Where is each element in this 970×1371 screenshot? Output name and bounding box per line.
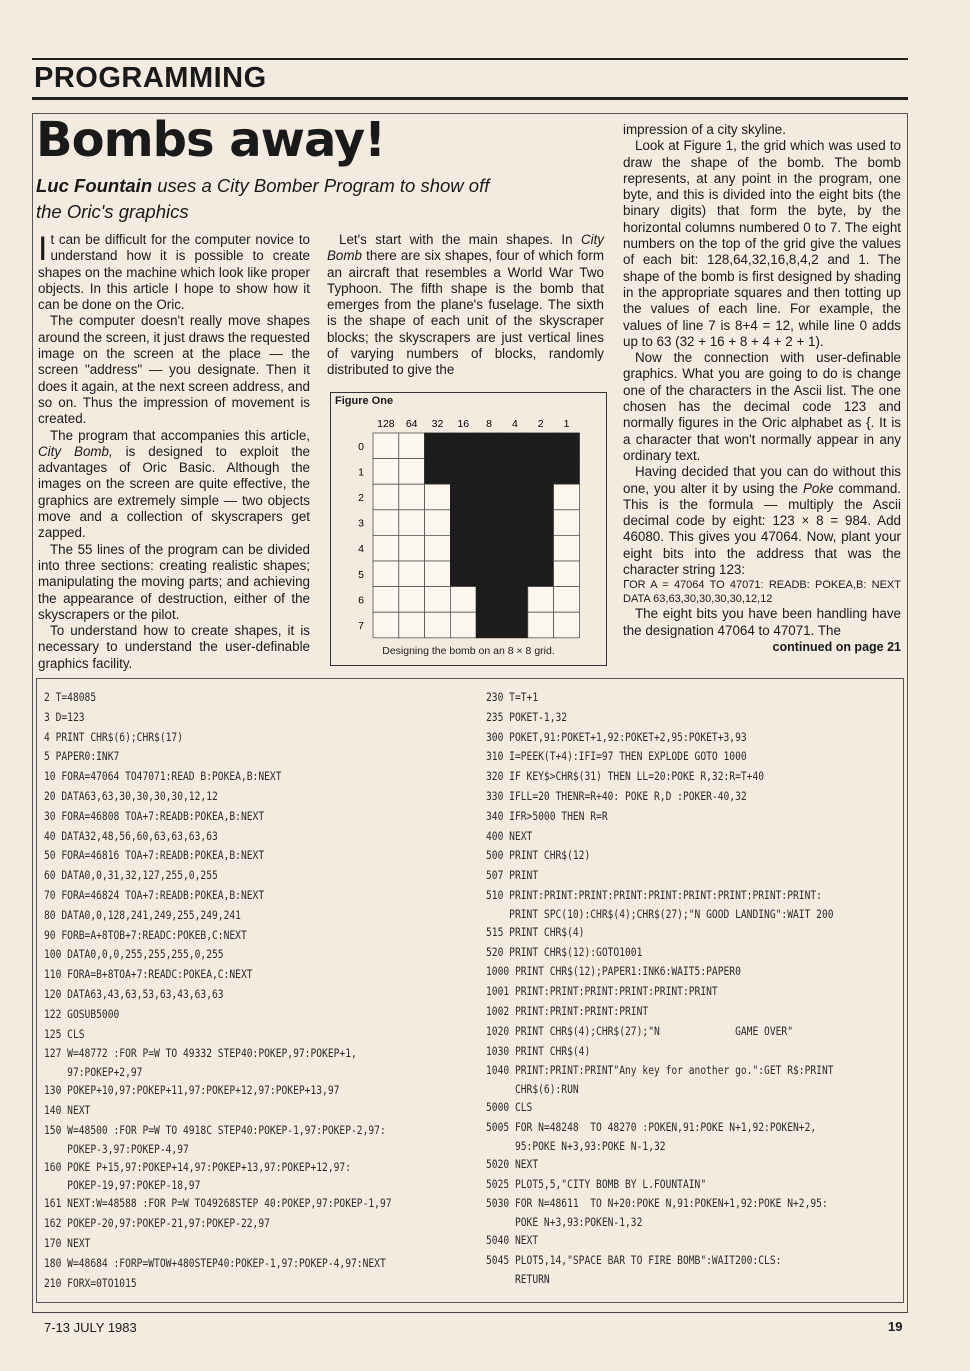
listing-text: 1020 PRINT CHR$(4);CHR$(27);"N GAME OVER" <box>486 1024 794 1038</box>
listing-text: 4 PRINT CHR$(6);CHR$(17) <box>44 730 184 744</box>
bomb-grid <box>331 393 606 665</box>
listing-text: 5025 PLOT5,5,"CITY BOMB BY L.FOUNTAIN" <box>486 1177 707 1191</box>
author-name: Luc Fountain <box>36 175 153 196</box>
paragraph: To understand how to create shapes, it is necessary to understand the user-definable graphics facility. <box>38 623 310 671</box>
listing-line <box>486 1175 834 1195</box>
grid-cell-empty <box>554 612 580 638</box>
grid-cell-filled <box>502 484 528 510</box>
grid-cell-filled <box>554 433 580 459</box>
listing-line <box>44 767 392 787</box>
listing-text: 30 FORA=46808 TOA+7:READB:POKEA,B:NEXT <box>44 809 265 823</box>
section-title: PROGRAMMING <box>34 62 267 94</box>
listing-text: 230 T=T+1 <box>486 691 539 704</box>
column-1 <box>38 232 310 672</box>
listing-text: 160 POKE P+15,97:POKEP+14,97:POKEP+13,97:POKEP+12,97: <box>44 1160 352 1174</box>
listing-text: 300 POKET,91:POKET+1,92:POKET+2,95:POKET+3,93 <box>486 730 747 744</box>
listing-line <box>44 688 392 708</box>
listing-text: 5040 NEXT <box>486 1234 539 1248</box>
listing-text: 235 POKET-1,32 <box>486 710 568 724</box>
grid-cell-filled <box>450 535 476 561</box>
grid-cell-empty <box>399 510 425 536</box>
listing-line <box>44 1234 392 1254</box>
grid-cell-empty <box>373 535 399 561</box>
listing-text: 20 DATA63,63,30,30,30,30,12,12 <box>44 789 218 803</box>
grid-cell-filled <box>425 459 451 485</box>
listing-line <box>486 807 834 827</box>
listing-text: 100 DATA0,0,0,255,255,255,0,255 <box>44 948 224 962</box>
listing-line <box>44 965 392 985</box>
bit-value-label: 2 <box>537 418 544 430</box>
listing-right-column <box>486 688 834 1288</box>
listing-text: 161 NEXT:W=48588 :FOR P=W TO49268STEP 40:POKEP,97:POKEP-1,97 <box>44 1197 392 1211</box>
bit-value-label: 32 <box>431 418 444 430</box>
listing-line <box>486 886 834 923</box>
listing-line <box>44 1005 392 1025</box>
listing-line <box>44 1254 392 1274</box>
listing-text: 5000 CLS <box>486 1101 533 1115</box>
grid-cell-empty <box>373 459 399 485</box>
grid-cell-empty <box>373 561 399 587</box>
grid-cell-empty <box>425 612 451 638</box>
listing-text: 90 FORB=A+8TOB+7:READC:POKEB,C:NEXT <box>44 928 247 942</box>
grid-cell-empty <box>373 484 399 510</box>
grid-cell-filled <box>528 433 554 459</box>
listing-text: 400 NEXT <box>486 829 533 843</box>
grid-cell-empty <box>399 459 425 485</box>
grid-cell-empty <box>554 484 580 510</box>
grid-cell-filled <box>528 484 554 510</box>
grid-cell-empty <box>425 510 451 536</box>
listing-text: 10 FORA=47064 TO47071:READ B:POKEA,B:NEXT <box>44 770 282 784</box>
listing-text: 310 I=PEEK(T+4):IFI=97 THEN EXPLODE GOTO 1000 <box>486 750 747 764</box>
listing-line <box>44 827 392 847</box>
paragraph-text: The program that accompanies this article, <box>50 427 310 443</box>
grid-cell-filled <box>476 561 502 587</box>
listing-line <box>44 846 392 866</box>
listing-line <box>486 846 834 866</box>
listing-line <box>486 1061 834 1098</box>
bit-value-label: 4 <box>511 418 518 430</box>
grid-cell-filled <box>502 433 528 459</box>
listing-line <box>486 708 834 728</box>
listing-line <box>44 886 392 906</box>
grid-cell-empty <box>373 510 399 536</box>
listing-line <box>44 1044 392 1081</box>
grid-cell-empty <box>554 510 580 536</box>
listing-line <box>44 807 392 827</box>
listing-text: 130 POKEP+10,97:POKEP+11,97:POKEP+12,97:POKEP+13,97 <box>44 1084 340 1098</box>
listing-line <box>486 1098 834 1118</box>
row-label: 5 <box>358 568 364 581</box>
listing-text: 5 PAPER0:INK7 <box>44 750 120 764</box>
grid-cell-filled <box>450 433 476 459</box>
listing-line <box>486 943 834 963</box>
grid-cell-empty <box>425 535 451 561</box>
grid-cell-empty <box>399 612 425 638</box>
paragraph <box>327 232 604 379</box>
grid-cell-filled <box>528 510 554 536</box>
listing-text: 515 PRINT CHR$(4) <box>486 925 585 939</box>
grid-cell-filled <box>502 612 528 638</box>
listing-text: 40 DATA32,48,56,60,63,63,63,63 <box>44 829 218 843</box>
row-label: 6 <box>358 594 364 607</box>
listing-text: 500 PRINT CHR$(12) <box>486 849 591 863</box>
listing-line <box>44 708 392 728</box>
bottom-rule <box>32 1312 908 1313</box>
paragraph-text: there are six shapes, four of which form an aircraft that resembles a World War Two Typhoon. The fifth shape is the bomb that emerges from the plane's fuselage. The sixth is the shape of each unit of the skyscraper blocks; the skyscrapers are just vertical lines of varying numbers of blocks, randomly distributed to give the <box>327 248 604 378</box>
row-label: 2 <box>358 492 364 504</box>
listing-text: 162 POKEP-20,97:POKEP-21,97:POKEP-22,97 <box>44 1217 270 1231</box>
listing-continuation: CHR$(6):RUN <box>486 1083 579 1097</box>
listing-text: 520 PRINT CHR$(12):GOTO1001 <box>486 945 643 959</box>
grid-cell-filled <box>528 535 554 561</box>
grid-cell-empty <box>554 587 580 613</box>
code-snippet: ᒥOR A = 47064 TO 47071: READB: POKEA,B: NEXT DATA 63,63,30,30,30,30,12,12 <box>623 579 901 606</box>
listing-text: 170 NEXT <box>44 1236 91 1250</box>
row-label: 4 <box>358 543 364 556</box>
listing-line <box>44 1081 392 1101</box>
figure-caption: Designing the bomb on an 8 × 8 grid. <box>382 645 555 657</box>
paragraph-text: is designed to exploit the advantages of Oric Basic. Although the images on the screen are quite effective, the graphics are extremely simple — two objects move and a collection of skyscrapers get zapped. <box>38 443 310 541</box>
listing-text: 5005 FOR N=48248 TO 48270 :POKEN,91:POKE N+1,92:POKEN+2, <box>486 1120 817 1134</box>
listing-line <box>486 747 834 767</box>
figure-title: Figure One <box>335 395 394 407</box>
paragraph <box>623 464 901 578</box>
grid-cell-empty <box>399 484 425 510</box>
grid-cell-empty <box>554 535 580 561</box>
listing-line <box>44 1101 392 1121</box>
listing-text: 80 DATA0,0,128,241,249,255,249,241 <box>44 908 241 922</box>
listing-line <box>44 1274 392 1294</box>
paragraph: The computer doesn't really move shapes around the screen, it just draws the requested image on the screen at the place — the screen "address" — you designate. Then it does it again, at the next screen address, and so on. Thus the impression of movement is created. <box>38 313 310 427</box>
grid-cell-filled <box>502 535 528 561</box>
listing-line <box>486 1002 834 1022</box>
listing-continuation: 97:POKEP+2,97 <box>44 1066 143 1080</box>
grid-cell-filled <box>450 510 476 536</box>
listing-line <box>486 827 834 847</box>
grid-cell-empty <box>425 587 451 613</box>
grid-cell-filled <box>502 510 528 536</box>
row-label: 7 <box>358 620 364 632</box>
page-number: 19 <box>888 1319 903 1334</box>
listing-line <box>486 1194 834 1231</box>
listing-line <box>486 1231 834 1251</box>
program-name: City Bomb <box>327 232 604 264</box>
paragraph-text: t can be difficult for the computer novice to understand how it is possible to create shapes on the machine which look like proper objects. In this article I hope to show how it can be done on the Oric. <box>38 232 310 313</box>
listing-continuation: POKEP-19,97:POKEP-18,97 <box>44 1179 201 1193</box>
grid-cell-empty <box>554 561 580 587</box>
listing-continuation: 95:POKE N+3,93:POKE N-1,32 <box>486 1139 666 1153</box>
headline: Bombs away! <box>36 112 386 168</box>
grid-cell-filled <box>476 459 502 485</box>
listing-text: 3 D=123 <box>44 710 85 724</box>
figure-one <box>330 392 607 666</box>
bit-value-label: 1 <box>563 418 570 430</box>
grid-cell-empty <box>373 612 399 638</box>
listing-text: 70 FORA=46824 TOA+7:READB:POKEA,B:NEXT <box>44 888 265 902</box>
listing-line <box>44 906 392 926</box>
program-name: City Bomb, <box>38 443 113 459</box>
listing-line <box>486 688 834 708</box>
grid-cell-empty <box>425 561 451 587</box>
grid-cell-filled <box>450 459 476 485</box>
listing-text: 1002 PRINT:PRINT:PRINT:PRINT <box>486 1004 649 1018</box>
bit-value-label: 64 <box>405 418 418 430</box>
standfirst-text: uses a City Bomber Program to show off the Oric's graphics <box>36 175 490 222</box>
listing-line <box>44 985 392 1005</box>
listing-text: 60 DATA0,0,31,32,127,255,0,255 <box>44 869 218 883</box>
grid-cell-filled <box>476 612 502 638</box>
listing-line <box>486 767 834 787</box>
paragraph: The 55 lines of the program can be divided into three sections: creating realistic shapes; manipulating the moving parts; and achieving the appearance of destruction, either of the skyscrapers or the pilot. <box>38 541 310 622</box>
listing-line <box>486 1022 834 1042</box>
grid-cell-filled <box>425 433 451 459</box>
listing-line <box>44 926 392 946</box>
listing-line <box>44 945 392 965</box>
listing-continuation: POKE N+3,93:POKEN-1,32 <box>486 1216 643 1230</box>
command-name: Poke <box>802 480 834 496</box>
grid-cell-filled <box>502 561 528 587</box>
listing-line <box>486 1251 834 1288</box>
listing-text: 320 IF KEY$>CHR$(31) THEN LL=20:POKE R,32:R=T+40 <box>486 770 765 784</box>
drop-cap: I <box>38 230 48 268</box>
listing-text: 120 DATA63,43,63,53,63,43,63,63 <box>44 987 224 1001</box>
grid-cell-empty <box>528 612 554 638</box>
listing-text: 125 CLS <box>44 1027 85 1041</box>
listing-text: 330 IFLL=20 THENR=R+40: POKE R,D :POKER-40,32 <box>486 789 747 803</box>
listing-text: 50 FORA=46816 TOA+7:READB:POKEA,B:NEXT <box>44 849 265 863</box>
row-label: 0 <box>358 440 364 453</box>
grid-cell-filled <box>502 459 528 485</box>
listing-line <box>486 728 834 748</box>
listing-text: 127 W=48772 :FOR P=W TO 49332 STEP40:POKEP,97:POKEP+1, <box>44 1047 357 1061</box>
grid-cell-filled <box>476 433 502 459</box>
grid-cell-empty <box>373 433 399 459</box>
grid-cell-filled <box>450 484 476 510</box>
grid-cell-empty <box>528 587 554 613</box>
listing-line <box>486 1155 834 1175</box>
listing-line <box>44 1121 392 1158</box>
listing-line <box>44 787 392 807</box>
listing-line <box>44 1025 392 1045</box>
listing-line <box>44 1194 392 1214</box>
grid-cell-empty <box>450 587 476 613</box>
listing-line <box>486 1042 834 1062</box>
grid-cell-empty <box>399 561 425 587</box>
listing-text: 510 PRINT:PRINT:PRINT:PRINT:PRINT:PRINT:PRINT:PRINT:PRINT: <box>486 888 822 902</box>
paragraph <box>38 232 310 313</box>
listing-text: 180 W=48684 :FORP=WTOW+480STEP40:POKEP-1,97:POKEP-4,97:NEXT <box>44 1256 386 1270</box>
grid-cell-empty <box>373 587 399 613</box>
listing-text: 110 FORA=B+8TOA+7:READC:POKEA,C:NEXT <box>44 968 253 982</box>
listing-text: 5045 PLOT5,14,"SPACE BAR TO FIRE BOMB":WAIT200:CLS: <box>486 1253 782 1267</box>
paragraph-text: Having decided that you can do without this one, you alter it by using the <box>623 464 901 496</box>
listing-line <box>486 923 834 943</box>
listing-text: 1000 PRINT CHR$(12);PAPER1:INK6:WAIT5:PAPER0 <box>486 965 741 979</box>
paragraph-text: Let's start with the main shapes. In <box>339 232 581 247</box>
listing-line <box>44 728 392 748</box>
listing-line <box>486 982 834 1002</box>
grid-cell-filled <box>528 561 554 587</box>
paragraph <box>38 428 310 542</box>
listing-text: 2 T=48085 <box>44 691 97 704</box>
grid-cell-filled <box>528 459 554 485</box>
listing-text: 5030 FOR N=48611 TO N+20:POKE N,91:POKEN+1,92:POKE N+2,95: <box>486 1197 828 1211</box>
grid-cell-empty <box>399 535 425 561</box>
listing-line <box>44 747 392 767</box>
listing-continuation: POKEP-3,97:POKEP-4,97 <box>44 1142 189 1156</box>
paragraph: Look at Figure 1, the grid which was used to draw the shape of the bomb. The bomb represents, at any point in the program, one byte, and this is divided into the eight bits (the binary digits) that form the byte, by the horizontal columns numbered 0 to 7. The eight numbers on the top of the grid give the values of each bit: 128,64,32,16,8,4,2 and 1. The shape of the bomb is first designed by shading in the appropriate squares and then totting up the values of each line. For example, the values of line 7 is 8+4 = 12, while line 0 adds up to 63 (32 + 16 + 8 + 4 + 2 + 1). <box>623 138 901 349</box>
paragraph: impression of a city skyline. <box>623 122 786 137</box>
paragraph: The eight bits you have been handling have the designation 47064 to 47071. The <box>623 606 901 638</box>
grid-cell-filled <box>554 459 580 485</box>
grid-cell-empty <box>450 612 476 638</box>
issue-date: 7-13 JULY 1983 <box>44 1320 137 1335</box>
listing-continuation: RETURN <box>486 1272 550 1286</box>
grid-cell-filled <box>476 510 502 536</box>
grid-cell-empty <box>399 587 425 613</box>
section-rule <box>32 97 908 100</box>
listing-line <box>44 866 392 886</box>
listing-text: 5020 NEXT <box>486 1157 539 1171</box>
row-label: 1 <box>358 466 364 479</box>
grid-cell-filled <box>450 561 476 587</box>
grid-cell-filled <box>476 484 502 510</box>
listing-line <box>486 866 834 886</box>
paragraph: Now the connection with user-definable graphics. What you are going to do is change one of the characters in the Ascii list. The one chosen has the decimal code 123 and normally figures in the Oric alphabet as {. It is a character that won't normally appear in any ordinary text. <box>623 350 901 463</box>
listing-text: 507 PRINT <box>486 869 539 883</box>
listing-line <box>486 787 834 807</box>
grid-cell-filled <box>476 587 502 613</box>
listing-text: 1001 PRINT:PRINT:PRINT:PRINT:PRINT:PRINT <box>486 985 718 999</box>
top-rule <box>32 58 908 60</box>
listing-line <box>44 1214 392 1234</box>
listing-text: 210 FORX=0TO1015 <box>44 1276 137 1290</box>
listing-text: 140 NEXT <box>44 1103 91 1117</box>
listing-text: 122 GOSUB5000 <box>44 1007 120 1021</box>
listing-text: 150 W=48500 :FOR P=W TO 4918C STEP40:POKEP-1,97:POKEP-2,97: <box>44 1123 386 1137</box>
continued-note: continued on page 21 <box>772 639 901 654</box>
listing-line <box>44 1158 392 1195</box>
row-label: 3 <box>358 517 364 530</box>
listing-left-column <box>44 688 392 1293</box>
bit-value-label: 128 <box>377 418 395 430</box>
bit-value-label: 16 <box>457 418 470 430</box>
listing-text: 1040 PRINT:PRINT:PRINT"Any key for another go.":GET R$:PRINT <box>486 1064 834 1078</box>
grid-cell-empty <box>399 433 425 459</box>
listing-text: 1030 PRINT CHR$(4) <box>486 1044 591 1058</box>
listing-text: 340 IFR>5000 THEN R=R <box>486 809 608 823</box>
paragraph-text: command. This is the formula — multiply the Ascii decimal code by eight: 123 × 8 = 984. Add 46080. This gives you 47064. Now, plant your eight bits into the address that was the character string 123: <box>623 480 902 578</box>
grid-cell-filled <box>502 587 528 613</box>
grid-cell-empty <box>425 484 451 510</box>
listing-continuation: PRINT SPC(10):CHR$(4);CHR$(27);"N GOOD LANDING":WAIT 200 <box>486 907 834 921</box>
standfirst <box>36 173 506 225</box>
listing-line <box>486 1118 834 1155</box>
grid-cell-filled <box>476 535 502 561</box>
bit-value-label: 8 <box>486 418 493 430</box>
column-3 <box>623 122 901 655</box>
listing-line <box>486 962 834 982</box>
column-2 <box>327 232 604 379</box>
